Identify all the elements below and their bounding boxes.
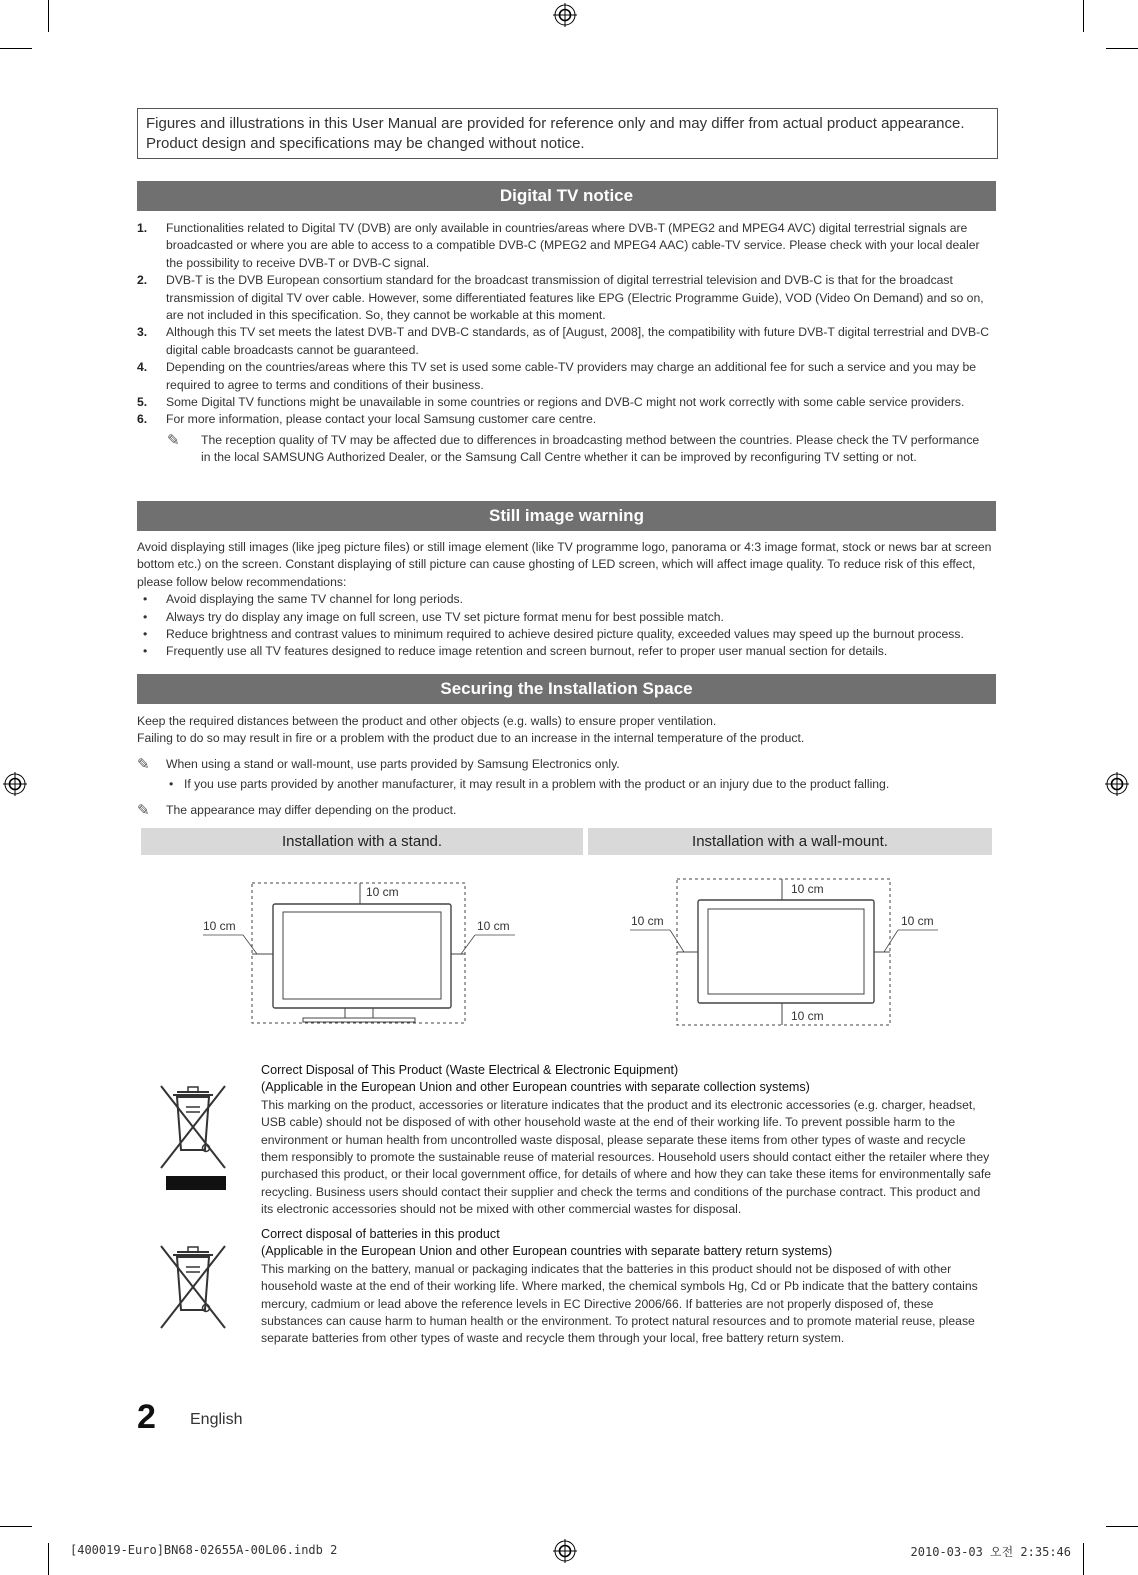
list-item: • Always try do display any image on full screen, use TV set picture format menu for best possible match. [137, 609, 992, 626]
item-number: 1. [137, 221, 148, 235]
note-pencil-icon: ✎ [137, 755, 150, 773]
installation-body [137, 713, 992, 819]
crop-mark [0, 48, 32, 49]
weee-disposal-block [261, 1062, 994, 1219]
parts-sub-note [137, 776, 992, 793]
list-item [137, 220, 992, 272]
distance-label-bottom: 10 cm [791, 1009, 824, 1023]
registration-mark-icon [1105, 772, 1129, 796]
note-text: If you use parts provided by another manufacturer, it may result in a problem with the product or an injury due to the product falling. [184, 777, 890, 792]
distance-label-top: 10 cm [366, 885, 399, 899]
still-image-intro: Avoid displaying still images (like jpeg picture files) or still image element (like TV programme logo, panorama or 4:3 image format, stock or news bar at screen bottom etc.) on the screen. Constant displaying of still picture can cause ghosting of LED screen, which will affect image quality. To reduce risk of this effect, please follow below recommendations: [137, 540, 992, 589]
item-text: Although this TV set meets the latest DVB-T and DVB-C standards, as of [August, 2008], the compatibility with future DVB-T digital terrestrial and DVB-C digital cable broadcasts cannot be guaranteed. [166, 325, 990, 357]
distance-label-left: 10 cm [631, 914, 664, 928]
weee-body: This marking on the product, accessories or literature indicates that the product and its electronic accessories (e.g. charger, headset, USB cable) should not be disposed of with other household waste at the end of their working life. To prevent possible harm to the environment or human health from uncontrolled waste disposal, please separate these items from other types of waste and recycle them responsibly to promote the sustainable reuse of material resources. Household users should contact either the retailer where they purchased this product, or their local government office, for details of where and how they can take these items for environmentally safe recycling. Business users should contact their supplier and check the terms and conditions of the purchase contract. This product and its electronic accessories should not be mixed with other commercial wastes for disposal. [261, 1097, 992, 1217]
note-pencil-icon: ✎ [137, 801, 150, 819]
section-heading-digital-tv: Digital TV notice [137, 181, 996, 211]
crossed-bin-icon [157, 1240, 229, 1330]
battery-title: Correct disposal of batteries in this product [261, 1227, 500, 1241]
list-item: • Frequently use all TV features designed to reduce image retention and screen burnout, refer to proper user manual section for details. [137, 643, 992, 660]
item-text: For more information, please contact your local Samsung customer care centre. [166, 412, 597, 427]
wall-installation-heading: Installation with a wall-mount. [588, 828, 992, 855]
note-pencil-icon: ✎ [167, 431, 180, 449]
installation-line: Failing to do so may result in fire or a problem with the product due to an increase in the internal temperature of the product. [137, 731, 805, 746]
battery-subtitle: (Applicable in the European Union and other European countries with separate battery return systems) [261, 1244, 833, 1259]
distance-label-right: 10 cm [477, 919, 510, 933]
reference-notice-box [137, 108, 998, 159]
item-text: Functionalities related to Digital TV (DVB) are only available in countries/areas where DVB-T (MPEG2 and MPEG4 AVC) digital terrestrial signals are broadcasted or where you are able to access to a compatible DVB-C (MPEG2 and MPEG4 AAC) cable-TV service. Please check with your local dealer the possibility to receive DVB-T or DVB-C signal. [166, 221, 980, 270]
appearance-note [137, 802, 992, 819]
list-item [137, 359, 992, 394]
notice-line: Figures and illustrations in this User Manual are provided for reference only and may differ from actual product appearance. [146, 115, 965, 132]
item-number: 4. [137, 360, 148, 375]
battery-disposal-block [261, 1226, 994, 1348]
list-item [137, 324, 992, 359]
distance-label-top: 10 cm [791, 882, 824, 896]
digital-tv-list [137, 220, 992, 467]
parts-note [137, 756, 992, 773]
stand-clearance-diagram [195, 875, 525, 1030]
note-text: The appearance may differ depending on the product. [166, 802, 457, 817]
list-item [137, 411, 992, 428]
crop-mark [0, 1526, 32, 1527]
bullet-dot: • [169, 777, 174, 792]
crop-mark [1083, 1543, 1084, 1575]
section-heading-installation: Securing the Installation Space [137, 674, 996, 704]
list-item [137, 394, 992, 411]
item-text: DVB-T is the DVB European consortium standard for the broadcast transmission of digital terrestrial television and DVB-C is that for the broadcast transmission of digital TV over cable. However, some differentiated features like EPG (Electric Programme Guide), VOD (Video On Demand) and so on, are not included in this specification. So, they cannot be workable at this moment. [166, 273, 984, 323]
crop-mark [1083, 0, 1084, 32]
crop-mark [1106, 1526, 1138, 1527]
crop-mark [1106, 48, 1138, 49]
page-language: English [190, 1411, 243, 1428]
registration-mark-icon [3, 772, 27, 796]
distance-label-left: 10 cm [203, 919, 236, 933]
crop-mark [48, 0, 49, 32]
installation-line: Keep the required distances between the product and other objects (e.g. walls) to ensure proper ventilation. [137, 714, 717, 728]
reception-note [137, 432, 992, 467]
notice-line: Product design and specifications may be changed without notice. [146, 135, 585, 152]
wall-mount-clearance-diagram [628, 875, 943, 1030]
item-number: 3. [137, 325, 148, 340]
registration-mark-icon [553, 3, 577, 27]
item-number: 6. [137, 412, 148, 427]
item-number: 5. [137, 395, 148, 410]
note-text: When using a stand or wall-mount, use parts provided by Samsung Electronics only. [166, 756, 620, 771]
print-slug-date: 2010-03-03 오전 2:35:46 [910, 1545, 1071, 1559]
weee-title: Correct Disposal of This Product (Waste Electrical & Electronic Equipment) [261, 1063, 679, 1077]
section-heading-still-image: Still image warning [137, 501, 996, 531]
print-slug-file: [400019-Euro]BN68-02655A-00L06.indb 2 [70, 1543, 338, 1557]
weee-subtitle: (Applicable in the European Union and other European countries with separate collection systems) [261, 1080, 810, 1095]
list-item: • Avoid displaying the same TV channel for long periods. [137, 591, 992, 608]
distance-label-right: 10 cm [901, 914, 934, 928]
item-text: Depending on the countries/areas where this TV set is used some cable-TV providers may charge an additional fee for such a service and you may be required to agree to terms and conditions of their business. [166, 360, 977, 392]
crop-mark [48, 1543, 49, 1575]
crossed-bin-icon [157, 1080, 229, 1192]
list-item [137, 272, 992, 324]
note-text: The reception quality of TV may be affected due to differences in broadcasting method between the countries. Please check the TV performance in the local SAMSUNG Authorized Dealer, or the Samsung Call Centre whether it can be improved by reconfiguring TV setting or not. [201, 432, 980, 465]
stand-installation-heading: Installation with a stand. [141, 828, 583, 855]
item-text: Some Digital TV functions might be unavailable in some countries or regions and DVB-C might not work correctly with some cable service providers. [166, 395, 965, 410]
battery-body: This marking on the battery, manual or packaging indicates that the batteries in this product should not be disposed of with other household waste at the end of their working life. Where marked, the chemical symbols Hg, Cd or Pb indicate that the battery contains mercury, cadmium or lead above the reference levels in EC Directive 2006/66. If batteries are not properly disposed of, these substances can cause harm to human health or the environment. To protect natural resources and to promote material reuse, please separate batteries from other types of waste and recycle them through your local, free battery return system. [261, 1261, 978, 1346]
still-image-body [137, 539, 992, 661]
page-number: 2 [137, 1398, 156, 1436]
registration-mark-icon [553, 1539, 577, 1563]
list-item: • Reduce brightness and contrast values to minimum required to achieve desired picture quality, exceeded values may speed up the burnout process. [137, 626, 992, 643]
item-number: 2. [137, 273, 148, 288]
